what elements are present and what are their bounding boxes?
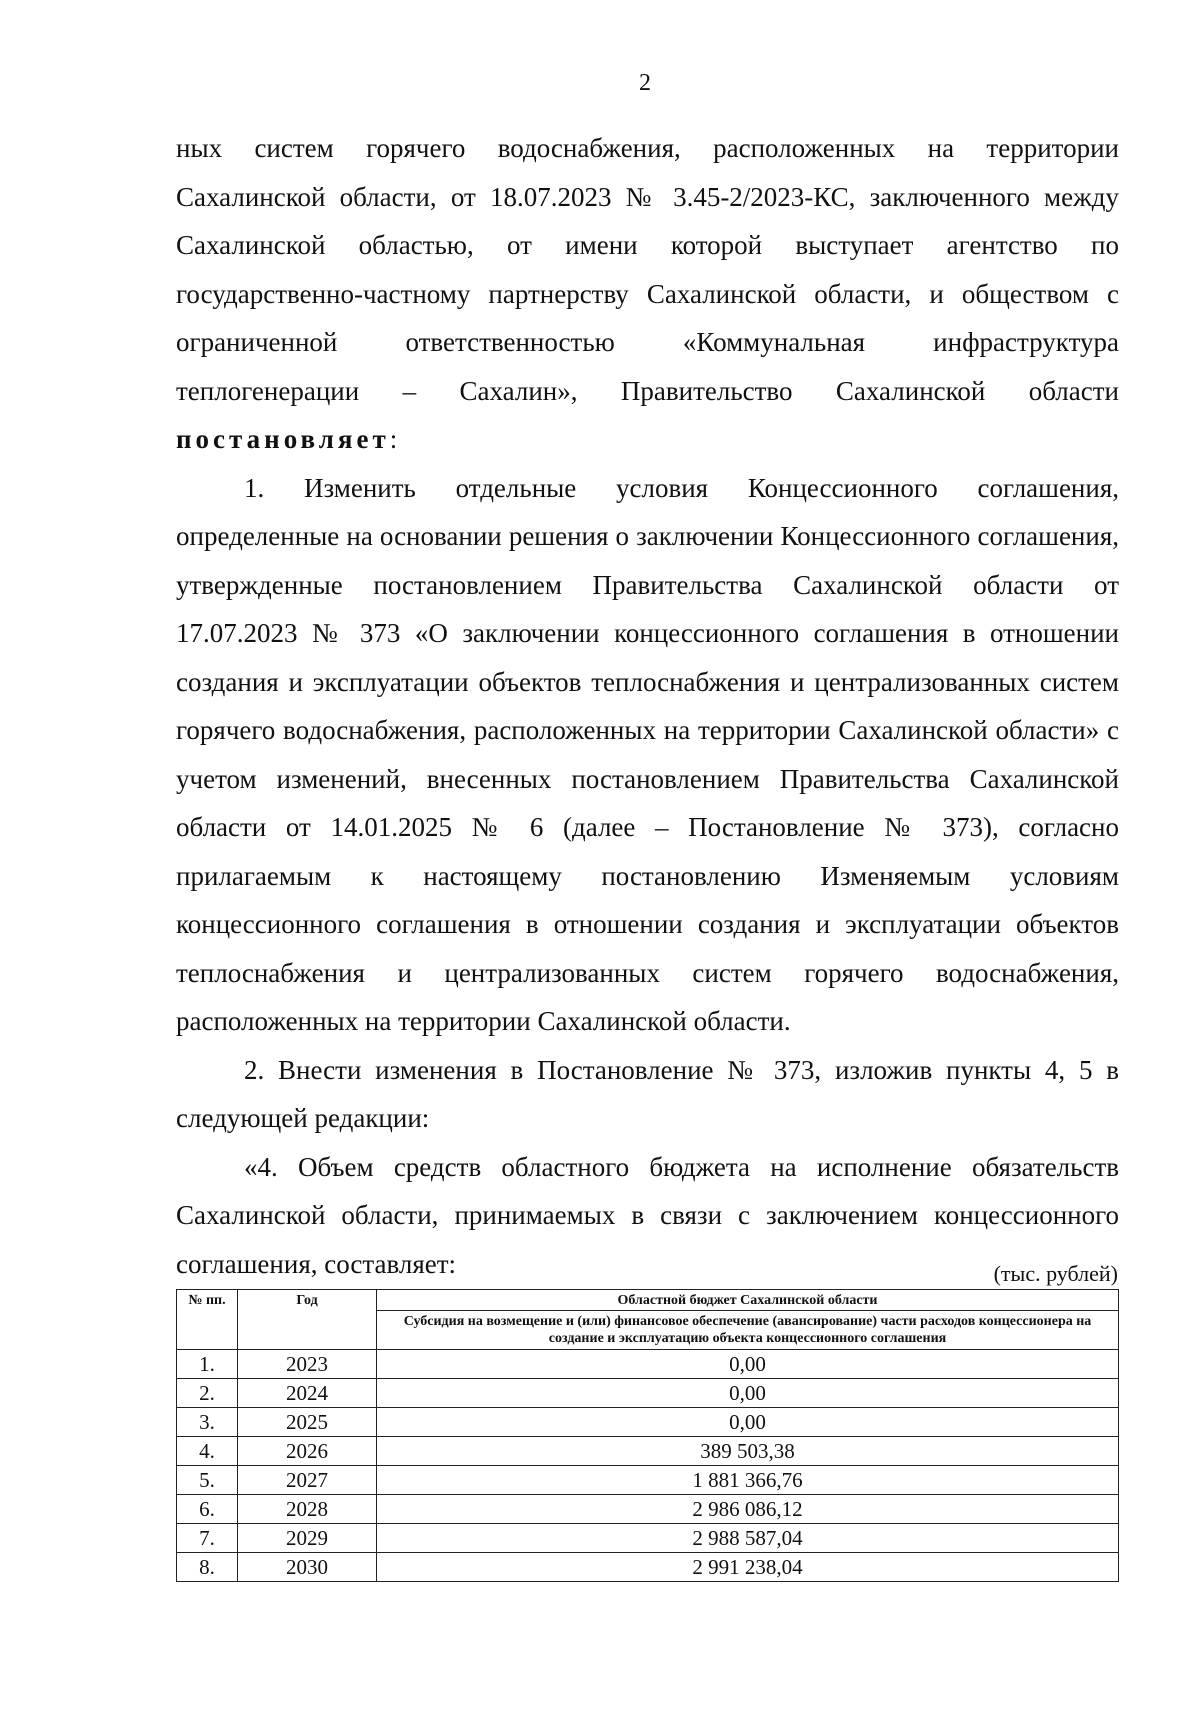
table-header-num: № пп.: [177, 1290, 238, 1350]
row-amount: 2 988 587,04: [377, 1524, 1119, 1553]
row-year: 2024: [238, 1379, 377, 1408]
row-year: 2029: [238, 1524, 377, 1553]
preamble-text: ных систем горячего водоснабжения, расположенных на территории Сахалинской области, от 18.07.2023 № 3.45-2/2023-КС, заключенного между Сахалинской областью, от имени которой выступает агентство по государственно-частному партнерству Сахалинской области, и обществом с ограниченной ответственностью «Коммунальная инфраструктура теплогенерации – Сахалин», Правительство Сахалинской области: [176, 133, 1119, 406]
row-year: 2023: [238, 1350, 377, 1379]
row-amount: 0,00: [377, 1350, 1119, 1379]
table-row: [177, 1379, 1119, 1408]
row-num: 4.: [177, 1437, 238, 1466]
row-year: 2030: [238, 1553, 377, 1582]
table-row: [177, 1350, 1119, 1379]
document-body: [176, 124, 1119, 1288]
table-row: [177, 1524, 1119, 1553]
row-year: 2025: [238, 1408, 377, 1437]
table-header-year: Год: [238, 1290, 377, 1350]
page-number: 2: [639, 70, 651, 96]
row-amount: 389 503,38: [377, 1437, 1119, 1466]
table-units: (тыс. рублей): [993, 1261, 1118, 1286]
row-amount: 1 881 366,76: [377, 1466, 1119, 1495]
row-num: 5.: [177, 1466, 238, 1495]
row-amount: 2 991 238,04: [377, 1553, 1119, 1582]
paragraph-1: 1. Изменить отдельные условия Концессионного соглашения, определенные на основании решения о заключении Концессионного соглашения, утвержденные постановлением Правительства Сахалинской области от 17.07.2023 № 373 «О заключении концессионного соглашения в отношении создания и эксплуатации объектов теплоснабжения и централизованных систем горячего водоснабжения, расположенных на территории Сахалинской области» с учетом изменений, внесенных постановлением Правительства Сахалинской области от 14.01.2025 № 6 (далее – Постановление № 373), согласно прилагаемым к настоящему постановлению Изменяемым условиям концессионного соглашения в отношении создания и эксплуатации объектов теплоснабжения и централизованных систем горячего водоснабжения, расположенных на территории Сахалинской области.: [176, 472, 1119, 1036]
table-row: [177, 1466, 1119, 1495]
row-num: 7.: [177, 1524, 238, 1553]
table-header-subsidy: Субсидия на возмещение и (или) финансовое обеспечение (авансирование) части расходов концессионера на создание и эксплуатацию объекта концессионного соглашения: [377, 1311, 1119, 1350]
table-header-budget: Областной бюджет Сахалинской области: [377, 1290, 1119, 1311]
row-amount: 2 986 086,12: [377, 1495, 1119, 1524]
decree-keyword: постановляет: [176, 424, 390, 454]
row-num: 1.: [177, 1350, 238, 1379]
row-year: 2027: [238, 1466, 377, 1495]
budget-table: [176, 1289, 1119, 1582]
decree-keyword-colon: :: [389, 424, 398, 454]
row-year: 2026: [238, 1437, 377, 1466]
paragraph-preamble-end: [176, 124, 1119, 464]
row-num: 2.: [177, 1379, 238, 1408]
table-row: [177, 1553, 1119, 1582]
table-row: [177, 1495, 1119, 1524]
paragraph-2: 2. Внести изменения в Постановление № 373, изложив пункты 4, 5 в следующей редакции:: [176, 1054, 1119, 1133]
row-year: 2028: [238, 1495, 377, 1524]
row-num: 3.: [177, 1408, 238, 1437]
paragraph-3: «4. Объем средств областного бюджета на исполнение обязательств Сахалинской области, принимаемых в связи с заключением концессионного соглашения, составляет:: [176, 1151, 1119, 1279]
table-row: [177, 1437, 1119, 1466]
row-amount: 0,00: [377, 1408, 1119, 1437]
table-row: [177, 1408, 1119, 1437]
row-num: 6.: [177, 1495, 238, 1524]
row-amount: 0,00: [377, 1379, 1119, 1408]
row-num: 8.: [177, 1553, 238, 1582]
